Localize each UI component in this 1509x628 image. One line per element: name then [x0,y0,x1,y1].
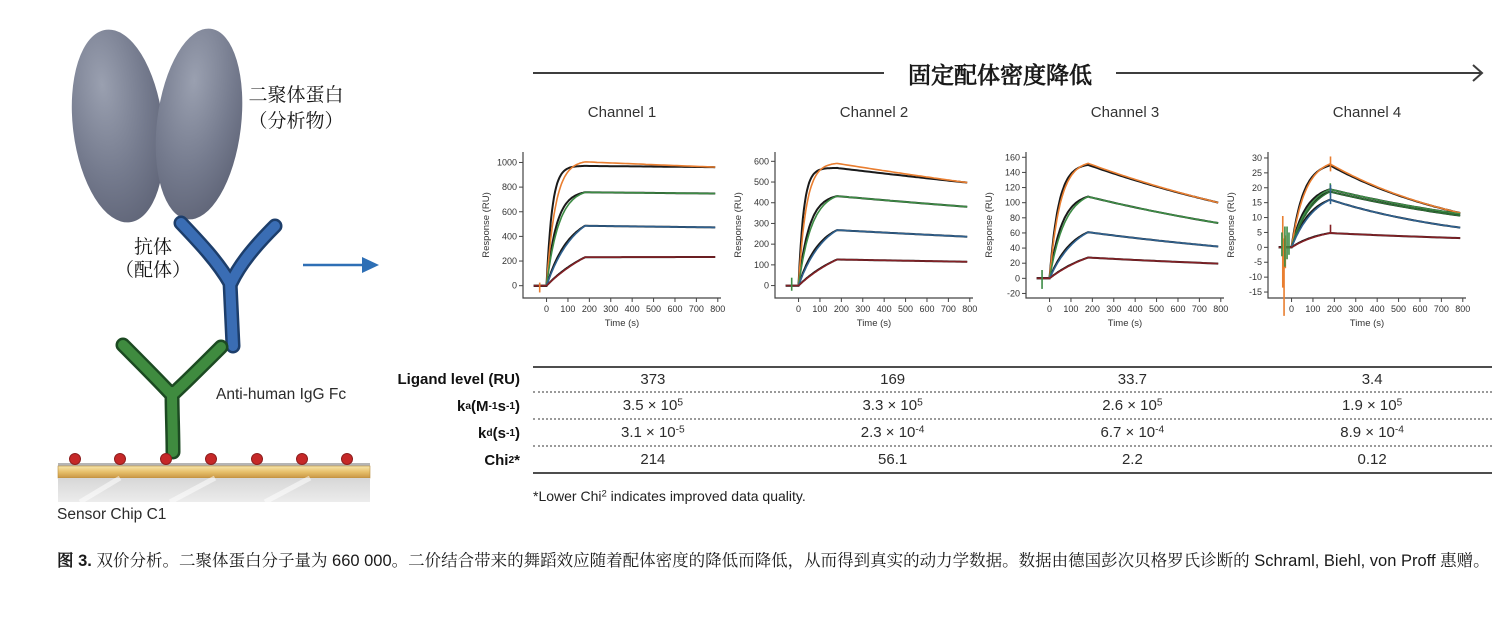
table-row-kd [0,420,1509,447]
svg-text:0: 0 [1014,273,1020,284]
svg-text:Time (s): Time (s) [856,318,892,329]
table-cell: 0.12 [1357,451,1387,468]
table-cell: $6.7 \times 10^{-4}$ [1100,424,1165,441]
table-cell: $3.1 \times 10^{-5}$ [621,424,685,441]
table-cell: 33.7 [1117,371,1147,388]
table-cell: 214 [640,451,666,468]
svg-text:600: 600 [1170,304,1186,314]
capture-antibody-label: Anti-human IgG Fc [216,386,347,403]
channel-2-panel [729,104,979,343]
sensor-chip-label: Sensor Chip C1 [57,506,167,523]
dimeric-protein-analyte [62,24,253,228]
svg-text:300: 300 [1106,304,1122,314]
conc-4-data [1279,233,1461,247]
svg-text:100: 100 [1305,304,1321,314]
svg-text:15: 15 [1251,197,1262,208]
svg-text:300: 300 [855,304,871,314]
svg-text:500: 500 [1391,304,1407,314]
svg-text:0: 0 [544,304,550,314]
channel-4-title: Channel 4 [1332,104,1402,121]
row-label-kd: k d (s -1 ) [478,425,520,442]
sensorgram-chart-channel-2 [729,128,979,338]
fit-line [1037,258,1219,279]
svg-text:Time (s): Time (s) [604,318,640,329]
svg-text:10: 10 [1251,212,1262,223]
table-cell: 3.4 [1361,371,1383,388]
svg-text:30: 30 [1251,152,1262,163]
svg-text:0: 0 [511,280,517,291]
svg-text:300: 300 [1348,304,1364,314]
svg-text:100: 100 [1004,197,1020,208]
table-cell: 373 [640,371,666,388]
fit-line [786,168,968,286]
svg-text:700: 700 [940,304,956,314]
svg-text:300: 300 [753,218,769,229]
svg-text:800: 800 [501,182,517,193]
svg-text:500: 500 [898,304,914,314]
svg-text:200: 200 [833,304,849,314]
svg-text:200: 200 [501,256,517,267]
svg-text:0: 0 [1289,304,1295,314]
conc-3-data [1037,232,1219,278]
sensorgram-chart-channel-1 [477,128,727,338]
svg-text:0: 0 [1256,242,1262,253]
svg-text:200: 200 [1084,304,1100,314]
svg-text:0: 0 [763,280,769,291]
svg-text:800: 800 [962,304,978,314]
fit-line [786,260,968,286]
svg-text:300: 300 [603,304,619,314]
table-row-ka [0,393,1509,420]
svg-text:-5: -5 [1253,257,1262,268]
svg-text:40: 40 [1009,243,1020,254]
conc-3-data [786,230,968,286]
channel-3-title: Channel 3 [1090,104,1160,121]
table-row-ligand-level [0,366,1509,393]
chi2-footnote: *Lower Chi$^2$ indicates improved data quality. [533,488,806,504]
table-cell: $3.5 \times 10^5$ [622,397,684,414]
figure-caption: 图 3. 双价分析。二聚体蛋白分子量为 660 000。二价结合带来的舞蹈效应随着配体密度的降低而降低，从而得到真实的动力学数据。数据由德国彭次贝格罗氏诊断的 Schraml, Biehl, von Proff 惠赠。 [57,552,1490,570]
channel-2-title: Channel 2 [839,104,909,121]
svg-text:600: 600 [919,304,935,314]
table-row-chi2 [0,447,1509,474]
svg-text:800: 800 [1213,304,1229,314]
svg-text:Response (RU): Response (RU) [481,192,492,258]
arrow-line-right [1116,72,1467,74]
svg-text:Response (RU): Response (RU) [733,192,744,258]
svg-text:400: 400 [1369,304,1385,314]
svg-text:Response (RU): Response (RU) [1226,192,1237,258]
table-cell: $1.9 \times 10^5$ [1341,397,1403,414]
svg-text:5: 5 [1256,227,1262,238]
svg-text:100: 100 [560,304,576,314]
svg-text:700: 700 [1191,304,1207,314]
fit-line [534,257,716,286]
svg-text:160: 160 [1004,152,1020,163]
svg-text:400: 400 [876,304,892,314]
svg-text:100: 100 [812,304,828,314]
svg-text:800: 800 [1455,304,1471,314]
fit-line [1037,232,1219,278]
svg-text:600: 600 [1412,304,1428,314]
svg-text:700: 700 [688,304,704,314]
svg-text:1000: 1000 [496,157,517,168]
antibody-ligand-blue [181,223,275,346]
kinetics-table [0,366,1509,474]
ligand-label-line2: （配体） [114,260,192,281]
analyte-label-line2: （分析物） [248,111,344,132]
fit-line [786,230,968,286]
table-cell: 56.1 [878,451,908,468]
svg-text:Response (RU): Response (RU) [984,192,995,258]
channel-4-panel [1222,104,1472,343]
svg-text:60: 60 [1009,227,1020,238]
fit-line [534,226,716,286]
svg-text:80: 80 [1009,212,1020,223]
svg-text:-20: -20 [1006,288,1020,299]
svg-text:-10: -10 [1248,272,1262,283]
svg-text:20: 20 [1009,258,1020,269]
table-cell: $3.3 \times 10^5$ [862,397,923,414]
density-arrow [533,58,1485,88]
row-label-chi2: Chi 2 * [484,452,520,469]
svg-text:600: 600 [753,156,769,167]
svg-text:500: 500 [646,304,662,314]
svg-text:120: 120 [1004,182,1020,193]
table-cell: 169 [880,371,906,388]
conc-3-data [534,226,716,286]
analyte-label-line1: 二聚体蛋白 [248,85,344,106]
channel-1-panel [477,104,727,343]
svg-text:-15: -15 [1248,287,1262,298]
conc-1-data [534,162,716,286]
svg-text:400: 400 [624,304,640,314]
channel-1-title: Channel 1 [587,104,657,121]
svg-text:25: 25 [1251,167,1262,178]
svg-text:140: 140 [1004,167,1020,178]
svg-text:800: 800 [710,304,726,314]
svg-text:600: 600 [501,206,517,217]
svg-text:400: 400 [1127,304,1143,314]
svg-text:Time (s): Time (s) [1349,318,1385,329]
table-cell: $8.9 \times 10^{-4}$ [1340,424,1404,441]
svg-text:0: 0 [1047,304,1053,314]
right-arrow-icon [303,257,379,273]
arrow-head-icon [1465,62,1485,84]
svg-text:400: 400 [753,197,769,208]
svg-text:Time (s): Time (s) [1107,318,1143,329]
ligand-label-line1: 抗体 [133,237,173,258]
svg-text:100: 100 [1063,304,1079,314]
svg-text:500: 500 [753,177,769,188]
svg-text:20: 20 [1251,182,1262,193]
table-cell: $2.6 \times 10^5$ [1102,397,1163,414]
svg-text:0: 0 [796,304,802,314]
svg-text:700: 700 [1433,304,1449,314]
svg-text:200: 200 [753,239,769,250]
svg-text:200: 200 [1326,304,1342,314]
sensorgram-chart-channel-4 [1222,128,1472,338]
arrow-line-left [533,72,884,74]
svg-text:600: 600 [667,304,683,314]
density-arrow-label: 固定配体密度降低 [908,61,1092,88]
svg-text:500: 500 [1149,304,1165,314]
channel-3-panel [980,104,1230,343]
table-cell: $2.3 \times 10^{-4}$ [860,424,925,441]
table-cell: 2.2 [1121,451,1143,468]
svg-text:400: 400 [501,231,517,242]
svg-text:100: 100 [753,259,769,270]
row-label-ka: k a (M -1 s -1 ) [457,398,520,415]
svg-text:200: 200 [581,304,597,314]
row-label-ligand-level: Ligand level (RU) [397,371,520,388]
sensorgram-chart-channel-3 [980,128,1230,338]
